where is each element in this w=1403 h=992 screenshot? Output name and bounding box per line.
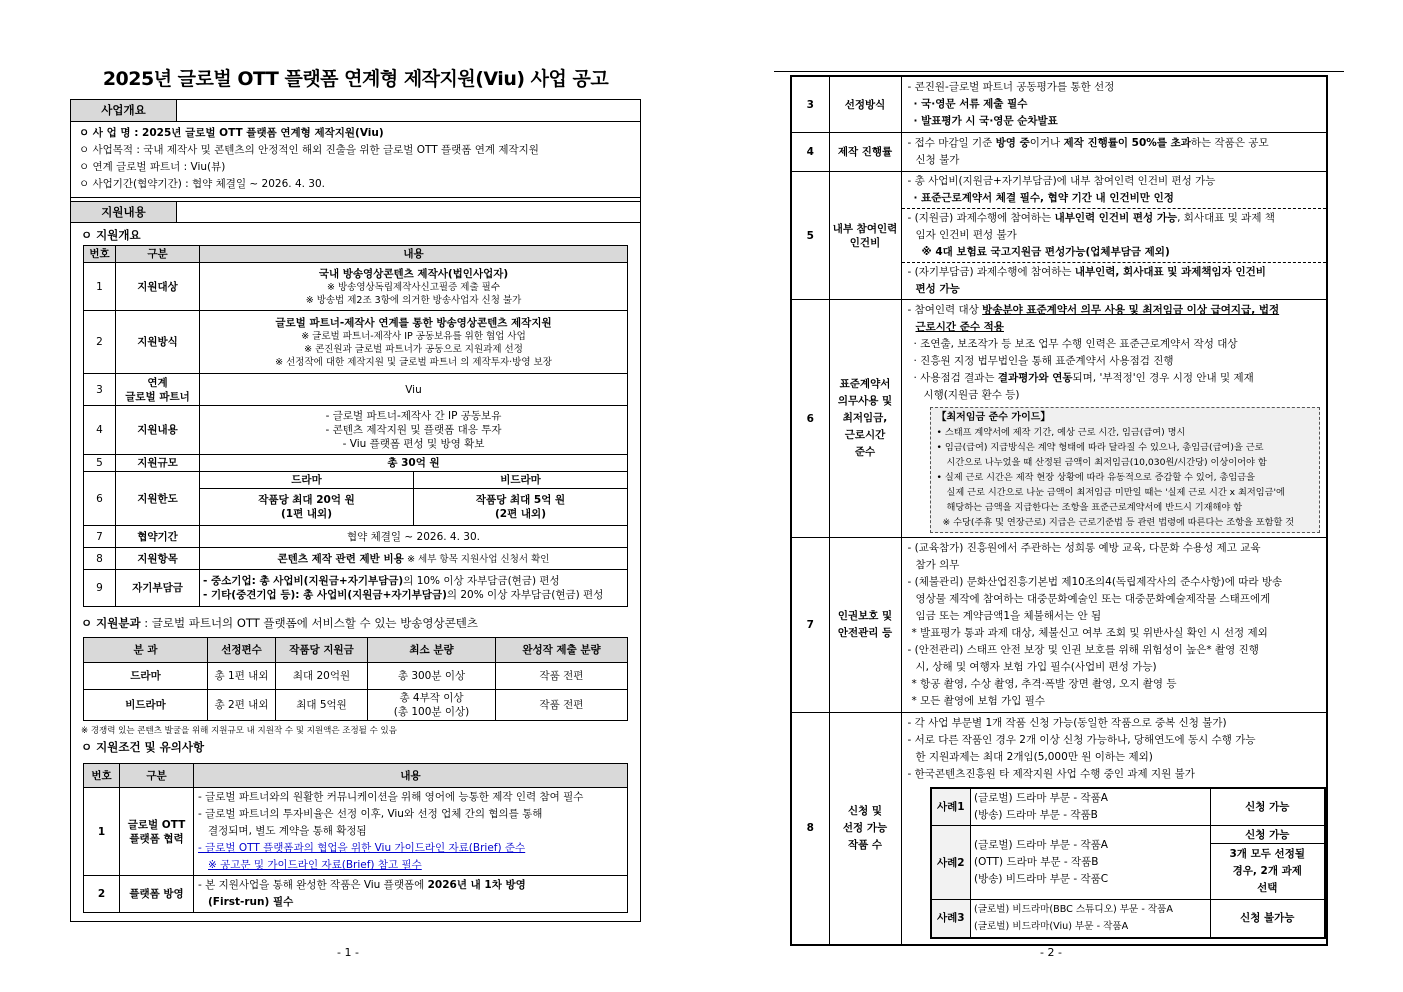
conditions-heading: ㅇ 지원조건 및 유의사항	[81, 740, 205, 754]
col-header: 번호	[84, 764, 120, 788]
item-note: ※ 세부 항목 지원사업 신청서 확인	[407, 553, 550, 565]
support-overview-heading: ㅇ 지원개요	[81, 228, 141, 242]
page2-table-wrap	[774, 72, 1344, 946]
row-number: 1	[84, 263, 116, 311]
cond-line: (First-run) 필수	[208, 896, 294, 908]
row-category: 선정방식	[829, 76, 901, 133]
row-content	[901, 538, 1327, 713]
col-header: 번호	[84, 246, 116, 263]
limit-value	[414, 489, 628, 525]
overview-bar	[71, 100, 640, 122]
content-note: ※ 글로벌 파트너-제작사 IP 공동보유를 위한 협업 사업	[301, 330, 526, 342]
content-line: - (교육참가) 진흥원에서 주관하는 성희롱 예방 교육, 다문화 수용성 제고 교육	[907, 542, 1261, 554]
case-items	[971, 900, 1211, 938]
c-text: - 참여인력 대상	[907, 304, 983, 316]
case-name: 사례2	[931, 826, 971, 900]
content-line: · 발표평가 시 국·영문 순차발표	[913, 115, 1058, 127]
cond-line	[198, 877, 623, 894]
conditions-table-continued	[790, 75, 1328, 946]
row-content	[901, 133, 1327, 172]
content-line: 시, 상해 및 여행자 보험 가입 필수(사업비 편성 가능)	[915, 661, 1157, 673]
field-cell: 최대 5억원	[276, 690, 368, 721]
c-bold: 제작 진행률이 50%를 초과	[1063, 137, 1191, 149]
field-line: 총 4부작 이상	[399, 692, 464, 704]
content-line: ※ 4대 보험료 국고지원금 편성가능(업체부담금 제외)	[921, 246, 1170, 258]
c-text: 되며, '부적정'인 경우 시정 안내 및 제재	[1072, 372, 1254, 384]
guide-line: 실제 근로 시간으로 나눈 금액이 최저임금 미만일 때는 '실제 근로 시간 x 최저임금'에	[946, 487, 1285, 498]
cat-line: 인권보호 및	[837, 610, 893, 622]
field-cell: 총 2편 내외	[208, 690, 276, 721]
field-col-header: 완성작 제출 분량	[496, 638, 628, 663]
case-items	[971, 788, 1211, 826]
content-line: - 콘진원-글로벌 파트너 공동평가를 통한 선정	[907, 81, 1115, 93]
case-result: 신청 불가능	[1211, 900, 1325, 938]
burden-text: 의 10% 이상 자부담금(현금) 편성	[403, 575, 560, 587]
cond-bold: 2026년 내 1차 방영	[427, 879, 526, 891]
case-name: 사례1	[931, 788, 971, 826]
content-note: ※ 콘진원과 글로벌 파트너가 공동으로 지원과제 선정	[304, 343, 523, 355]
limit-header: 드라마	[200, 472, 414, 489]
c-text: 하는 작품은 공모	[1190, 137, 1269, 149]
content-line	[908, 264, 1321, 281]
cond-text: - 본 지원사업을 통해 완성한 작품은 Viu 플랫폼에	[198, 879, 428, 891]
col-header: 내용	[200, 246, 628, 263]
row-category	[829, 300, 901, 538]
field-table-wrap	[71, 633, 640, 721]
field-col-header: 분 과	[84, 638, 208, 663]
field-col-header: 최소 분량	[368, 638, 496, 663]
content-line: - 서로 다른 작품인 경우 2개 이상 신청 가능하나, 당해연도에 동시 수행 가능	[907, 734, 1256, 746]
case-items	[971, 826, 1211, 900]
cat-line: 표준계약서	[839, 378, 891, 390]
content-line	[908, 302, 1321, 319]
row-content	[194, 876, 628, 913]
field-line: (총 100분 이상)	[393, 706, 470, 718]
support-label: 지원내용	[71, 202, 177, 222]
burden-bold: - 기타(중견기업 등): 총 사업비(지원금+자기부담금)	[203, 589, 447, 601]
row-content	[200, 570, 628, 607]
field-cell: 총 1편 내외	[208, 663, 276, 690]
overview-label: 사업개요	[71, 100, 177, 121]
page-number: - 2 -	[1040, 946, 1062, 959]
content-line: - Viu 플랫폼 편성 및 방영 확보	[342, 438, 485, 450]
row-content	[200, 311, 628, 374]
guide-line: 시간으로 나누었을 때 산정된 금액이 최저임금(10,030원/시간당) 이상이어야 함	[946, 457, 1267, 468]
row-content	[901, 300, 1327, 538]
content-line: 임자 인건비 편성 불가	[915, 229, 1017, 241]
cat-line: 최저임금,	[842, 412, 888, 424]
overview-item: ㅇ 사업기간(협약기간) : 협약 체결일 ~ 2026. 4. 30.	[79, 178, 326, 190]
c-text: , 회사대표 및 과제 책	[1177, 212, 1275, 224]
row-number: 8	[84, 548, 116, 570]
case-line: (글로벌) 비드라마(Viu) 부문 - 작품A	[974, 921, 1129, 933]
content-block	[902, 262, 1327, 299]
row-number: 2	[84, 876, 120, 913]
row-content	[901, 713, 1327, 945]
conditions-table-wrap	[71, 757, 640, 913]
row-category	[829, 713, 901, 945]
content-line	[908, 370, 1321, 387]
row-content	[200, 472, 628, 526]
row-category: 제작 진행률	[829, 133, 901, 172]
support-table-wrap	[71, 245, 640, 607]
cat-line: 글로벌 OTT	[127, 818, 186, 831]
content-line: · 표준근로계약서 체결 필수, 협약 기간 내 인건비만 인정	[913, 192, 1174, 204]
cond-line: - 글로벌 파트너의 투자비율은 선정 이후, Viu와 선정 업체 간의 협의를 통해	[198, 808, 543, 820]
row-content	[200, 548, 628, 570]
field-note: ※ 경쟁력 있는 콘텐츠 발굴을 위해 지원규모 내 지원작 수 및 지원액은 조정될 수 있음	[81, 726, 397, 736]
c-bold: 결과평가와 연동	[997, 372, 1073, 384]
cat-line: 의무사용 및	[837, 395, 893, 407]
content-block	[902, 208, 1327, 262]
c-text: - (자기부담금) 과제수행에 참여하는	[907, 266, 1075, 278]
cat-line: 선정 가능	[842, 821, 888, 834]
guide-title: 【최저임금 준수 가이드】	[936, 412, 1051, 423]
content-line: - 총 사업비(지원금+자기부담금)에 내부 참여인력 인건비 편성 가능	[907, 175, 1216, 187]
cat-line: 인건비	[849, 236, 881, 249]
row-number: 2	[84, 311, 116, 374]
field-intro-text: : 글로벌 파트너의 OTT 플랫폼에 서비스할 수 있는 방송영상콘텐츠	[140, 616, 478, 630]
case-result-note	[1211, 844, 1325, 900]
field-cell: 최대 20억원	[276, 663, 368, 690]
overview-item: ㅇ 연계 글로벌 파트너 : Viu(뷰)	[79, 161, 226, 173]
content-line: 시행(지원금 환수 등)	[923, 389, 1020, 401]
content-block	[902, 172, 1327, 208]
content-line: * 모든 촬영에 보험 가입 필수	[911, 695, 1046, 707]
document-title: 2025년 글로벌 OTT 플랫폼 연계형 제작지원(Viu) 사업 공고	[102, 68, 609, 90]
row-category: 협약기간	[116, 526, 200, 548]
row-number: 6	[791, 300, 829, 538]
content-line: 영상물 제작에 참여하는 대중문화예술인 또는 대중문화예술제작물 스태프에게	[915, 593, 1271, 605]
cat-line: 내부 참여인력	[832, 222, 898, 235]
content-line: 근로시간 준수 적용	[915, 321, 1004, 333]
content-line: 임금 또는 계약금액1을 체불해서는 안 됨	[915, 610, 1102, 622]
content-line: · 국·영문 서류 제출 필수	[913, 98, 1028, 110]
col-header: 구분	[116, 246, 200, 263]
case-line: (글로벌) 드라마 부문 - 작품A	[974, 839, 1108, 851]
case-result: 신청 가능	[1211, 826, 1325, 844]
burden-text: 의 20% 이상 자부담금(현금) 편성	[446, 589, 604, 601]
case-line: (글로벌) 비드라마(BBC 스튜디오) 부문 - 작품A	[974, 904, 1173, 916]
guide-line: • 스태프 계약서에 제작 기간, 예상 근로 시간, 임금(급여) 명시	[936, 427, 1186, 438]
content-line: 참가 의무	[915, 559, 960, 571]
row-category: 지원대상	[116, 263, 200, 311]
conditions-table	[83, 763, 628, 913]
content-line: · 조연출, 보조작가 등 보조 업무 수행 인력은 표준근로계약서 작성 대상	[913, 338, 1238, 350]
case-name: 사례3	[931, 900, 971, 938]
content-main: 국내 방송영상콘텐츠 제작사(법인사업자)	[318, 267, 509, 280]
overview-item: ㅇ 사업목적 : 국내 제작사 및 콘텐츠의 안정적인 해외 진출을 위한 글로벌 OTT 플랫폼 연계 제작지원	[79, 144, 539, 156]
cat-line: 안전관리 등	[837, 627, 893, 639]
row-number: 7	[791, 538, 829, 713]
row-category: 자기부담금	[116, 570, 200, 607]
row-content: 총 30억 원	[200, 455, 628, 472]
cat-line: 근로시간	[844, 429, 886, 441]
guideline-link[interactable]: - 글로벌 OTT 플랫폼과의 협업을 위한 Viu 가이드라인 자료(Brief) 준수	[198, 842, 526, 854]
guide-line: • 실제 근로 시간은 제작 현장 상황에 따라 유동적으로 증감할 수 있어, 총임금을	[936, 472, 1256, 483]
row-category: 지원방식	[116, 311, 200, 374]
field-cell: 작품 전편	[496, 663, 628, 690]
c-text: 이거나	[1029, 137, 1064, 149]
limit-header: 비드라마	[414, 472, 628, 489]
field-cell: 총 300분 이상	[368, 663, 496, 690]
content-note: ※ 방송영상독립제작사신고필증 제출 필수	[326, 281, 501, 293]
row-content	[901, 172, 1327, 300]
content-line: 편성 가능	[915, 283, 960, 295]
col-header: 내용	[194, 764, 628, 788]
c-bold: 방송분야 표준계약서 의무 사용 및 최저임금 이상 급여지급, 법정	[982, 304, 1280, 316]
page-number: - 1 -	[337, 946, 359, 959]
field-cell	[368, 690, 496, 721]
row-number: 8	[791, 713, 829, 945]
row-category: 지원한도	[116, 472, 200, 526]
content-line	[908, 135, 1321, 152]
content-line: - (안전관리) 스태프 안전 보장 및 인권 보호를 위해 위험성이 높은* 촬영 진행	[907, 644, 1259, 656]
cat-line: 연계	[147, 376, 168, 389]
row-category: 지원규모	[116, 455, 200, 472]
case-line: (방송) 드라마 부문 - 작품B	[974, 809, 1098, 821]
cat-line: 작품 수	[847, 838, 883, 851]
field-col-header: 작품당 지원금	[276, 638, 368, 663]
limit-value	[200, 489, 414, 525]
guide-line: 해당하는 금액을 지급한다는 조항을 표준근로계약서에 반드시 기재해야 함	[946, 502, 1243, 513]
overview-list	[71, 122, 640, 198]
c-text: · 사용점검 결과는	[913, 372, 998, 384]
case-line: (방송) 비드라마 부문 - 작품C	[974, 873, 1109, 885]
c-bold: 내부인력 인건비 편성 가능	[1054, 212, 1178, 224]
row-category: 플랫폼 방영	[120, 876, 194, 913]
burden-line	[203, 574, 624, 588]
content-line: - 각 사업 부문별 1개 작품 신청 가능(동일한 작품으로 중복 신청 불가)	[907, 717, 1227, 729]
row-content	[194, 788, 628, 876]
field-intro-bold: ㅇ 지원분과	[81, 616, 141, 630]
support-bar	[71, 201, 640, 223]
field-intro	[71, 607, 640, 633]
c-bold: 내부인력, 회사대표 및 과제책임자 인건비	[1074, 266, 1266, 278]
content-note: ※ 방송법 제2조 3항에 의거한 방송사업자 신청 불가	[305, 294, 522, 306]
row-content	[200, 263, 628, 311]
content-line	[908, 210, 1321, 227]
row-category	[120, 788, 194, 876]
burden-line	[203, 588, 624, 602]
content-line: 한 지원과제는 최대 2개임(5,000만 원 이하는 제외)	[915, 751, 1153, 763]
page1-frame	[70, 99, 641, 922]
row-category	[116, 374, 200, 406]
limit-line: 작품당 최대 20억 원	[258, 494, 355, 506]
overview-item: ㅇ 사 업 명 : 2025년 글로벌 OTT 플랫폼 연계형 제작지원(Viu)	[79, 127, 384, 139]
content-line: - (체불관리) 문화산업진흥기본법 제10조의4(독립제작사의 준수사항)에 따라 방송	[907, 576, 1283, 588]
c-text: - 접수 마감일 기준	[907, 137, 996, 149]
cat-line: 플랫폼 협력	[129, 832, 184, 845]
case-note-line: 경우, 2개 과제	[1232, 865, 1302, 877]
page2-frame	[774, 71, 1344, 933]
field-cell: 작품 전편	[496, 690, 628, 721]
cases-table	[930, 787, 1326, 939]
content-line: · 진흥원 지정 법무법인을 통해 표준계약서 사용점검 진행	[913, 355, 1174, 367]
cond-line: 결정되며, 별도 계약을 통해 확정됨	[208, 825, 367, 837]
content-line: * 항공 촬영, 수상 촬영, 추격·폭발 장면 촬영, 오지 촬영 등	[911, 678, 1177, 690]
row-content: 협약 체결일 ~ 2026. 4. 30.	[200, 526, 628, 548]
row-number: 9	[84, 570, 116, 607]
content-line: * 발표평가 통과 과제 대상, 체불신고 여부 조회 및 위반사실 확인 시 선정 제외	[911, 627, 1268, 639]
guide-line: • 임금(급여) 지급방식은 계약 형태에 따라 달라질 수 있으나, 총임금(급여)을 근로	[936, 442, 1264, 453]
row-number: 5	[84, 455, 116, 472]
case-note-line: 선택	[1257, 882, 1278, 894]
row-number: 6	[84, 472, 116, 526]
row-number: 4	[791, 133, 829, 172]
row-category	[829, 538, 901, 713]
row-category: 지원항목	[116, 548, 200, 570]
row-category: 지원내용	[116, 406, 200, 455]
field-cell: 드라마	[84, 663, 208, 690]
content-line: - 한국콘텐츠진흥원 타 제작지원 사업 수행 중인 과제 지원 불가	[907, 768, 1195, 780]
content-line: - 글로벌 파트너-제작사 간 IP 공동보유	[325, 410, 502, 422]
burden-bold: - 중소기업: 총 사업비(지원금+자기부담금)	[203, 575, 404, 587]
cat-line: 글로벌 파트너	[125, 390, 190, 403]
content-main: 글로벌 파트너-제작사 연계를 통한 방송영상콘텐츠 제작지원	[275, 316, 552, 329]
item-text: 콘텐츠 제작 관련 제반 비용	[277, 552, 404, 565]
row-number: 3	[84, 374, 116, 406]
case-line: (글로벌) 드라마 부문 - 작품A	[974, 792, 1108, 804]
content-note: ※ 선정작에 대한 제작지원 및 글로벌 파트너 의 제작투자·방영 보장	[275, 356, 552, 368]
cat-line: 준수	[854, 446, 876, 458]
c-text: - (지원금) 과제수행에 참여하는	[907, 212, 1055, 224]
cat-line: 신청 및	[847, 804, 883, 817]
case-note-line: 3개 모두 선정될	[1229, 848, 1305, 860]
content-line: - 콘텐츠 제작지원 및 플랫폼 대응 투자	[325, 424, 502, 436]
field-table	[83, 637, 628, 721]
cond-line: - 글로벌 파트너와의 원활한 커뮤니케이션을 위해 영어에 능통한 제작 인력 참여 필수	[198, 791, 584, 803]
row-content: Viu	[200, 374, 628, 406]
guide-line: ※ 수당(주휴 및 연장근로) 지급은 근로기준법 등 관련 법령에 따른다는 조항을 포함할 것	[942, 517, 1295, 528]
row-number: 7	[84, 526, 116, 548]
c-bold: 방영 중	[995, 137, 1030, 149]
limit-line: (2편 내외)	[495, 508, 546, 520]
row-number: 3	[791, 76, 829, 133]
field-col-header: 선정편수	[208, 638, 276, 663]
row-number: 4	[84, 406, 116, 455]
row-category	[829, 172, 901, 300]
row-number: 5	[791, 172, 829, 300]
case-result: 신청 가능	[1211, 788, 1325, 826]
case-line: (OTT) 드라마 부문 - 작품B	[974, 856, 1099, 868]
limit-line: (1편 내외)	[281, 508, 332, 520]
row-number: 1	[84, 788, 120, 876]
guideline-note-link[interactable]: ※ 공고문 및 가이드라인 자료(Brief) 참고 필수	[208, 859, 422, 871]
support-table	[83, 245, 628, 607]
minimum-wage-guide-box	[930, 407, 1321, 533]
col-header: 구분	[120, 764, 194, 788]
row-content	[200, 406, 628, 455]
row-content	[901, 76, 1327, 133]
content-line: 신청 불가	[915, 154, 960, 166]
limit-line: 작품당 최대 5억 원	[475, 494, 566, 506]
field-cell: 비드라마	[84, 690, 208, 721]
